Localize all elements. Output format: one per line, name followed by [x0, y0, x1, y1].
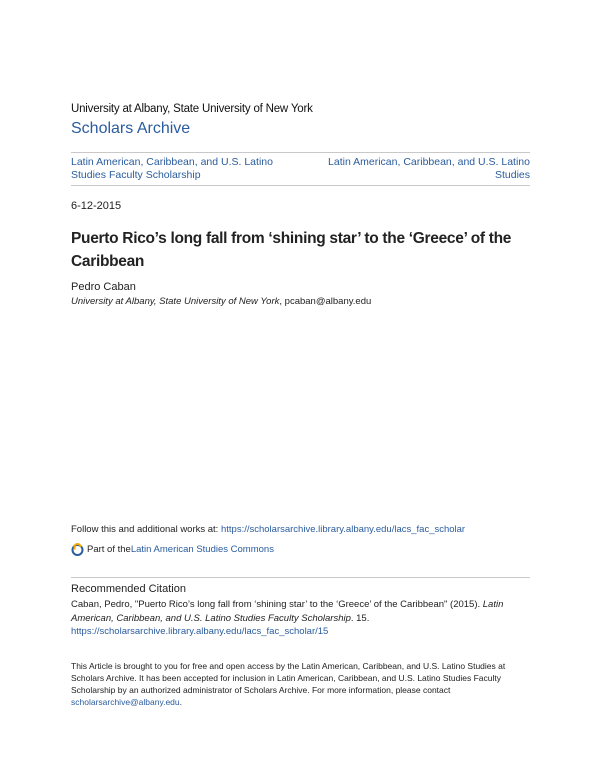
follow-url-link[interactable]: https://scholarsarchive.library.albany.edu/lacs_fac_scholar: [220, 524, 466, 535]
collection-link-department[interactable]: Latin American, Caribbean, and U.S. Latino Studies: [328, 156, 530, 181]
follow-label: Follow this and additional works at:: [71, 524, 221, 535]
citation-series: Latin American, Caribbean, and U.S. Latino Studies Faculty Scholarship: [71, 599, 504, 624]
affiliation-text: University at Albany, State University of New York: [71, 296, 280, 307]
archive-name-link[interactable]: Scholars Archive: [71, 120, 191, 137]
commons-link[interactable]: Latin American Studies Commons: [130, 544, 274, 555]
author-name: Pedro Caban: [71, 281, 136, 293]
divider-citation: [71, 577, 530, 578]
collection-link-faculty-scholarship[interactable]: Latin American, Caribbean, and U.S. Latino Studies Faculty Scholarship: [71, 156, 273, 181]
part-of-line: [71, 543, 274, 556]
publication-date: 6-12-2015: [71, 200, 122, 212]
access-period: .: [179, 697, 183, 707]
open-access-icon: [71, 543, 84, 556]
citation-text: [71, 598, 530, 639]
citation-url-link[interactable]: https://scholarsarchive.library.albany.edu/lacs_fac_scholar/15: [71, 626, 329, 637]
contact-email-link[interactable]: scholarsarchive@albany.edu: [71, 697, 180, 707]
citation-heading: Recommended Citation: [71, 583, 186, 595]
citation-plain: Caban, Pedro, "Puerto Rico’s long fall from ‘shining star’ to the ‘Greece’ of the Caribbean" (2015).: [71, 599, 483, 610]
author-email: , pcaban@albany.edu: [279, 296, 372, 307]
follow-line: [71, 524, 465, 535]
divider-top: [71, 152, 530, 153]
author-affiliation: [71, 296, 371, 307]
part-of-label: Part of the: [87, 544, 131, 555]
article-title: Puerto Rico’s long fall from ‘shining star’ to the ‘Greece’ of the Caribbean: [71, 230, 512, 270]
divider-bottom: [71, 185, 530, 186]
citation-suffix: . 15.: [350, 612, 370, 624]
access-statement: [71, 660, 530, 708]
institution-name: University at Albany, State University of New York: [71, 103, 313, 115]
access-text: This Article is brought to you for free and open access by the Latin American, Caribbean, and U.S. Latino Studies at Scholars Archive. It has been accepted for inclusion in Latin American, Caribbean, and U.S. Latino Studies Faculty Scholarship by an authorized administrator of Scholars Archive. For more information, please contact: [71, 661, 506, 695]
